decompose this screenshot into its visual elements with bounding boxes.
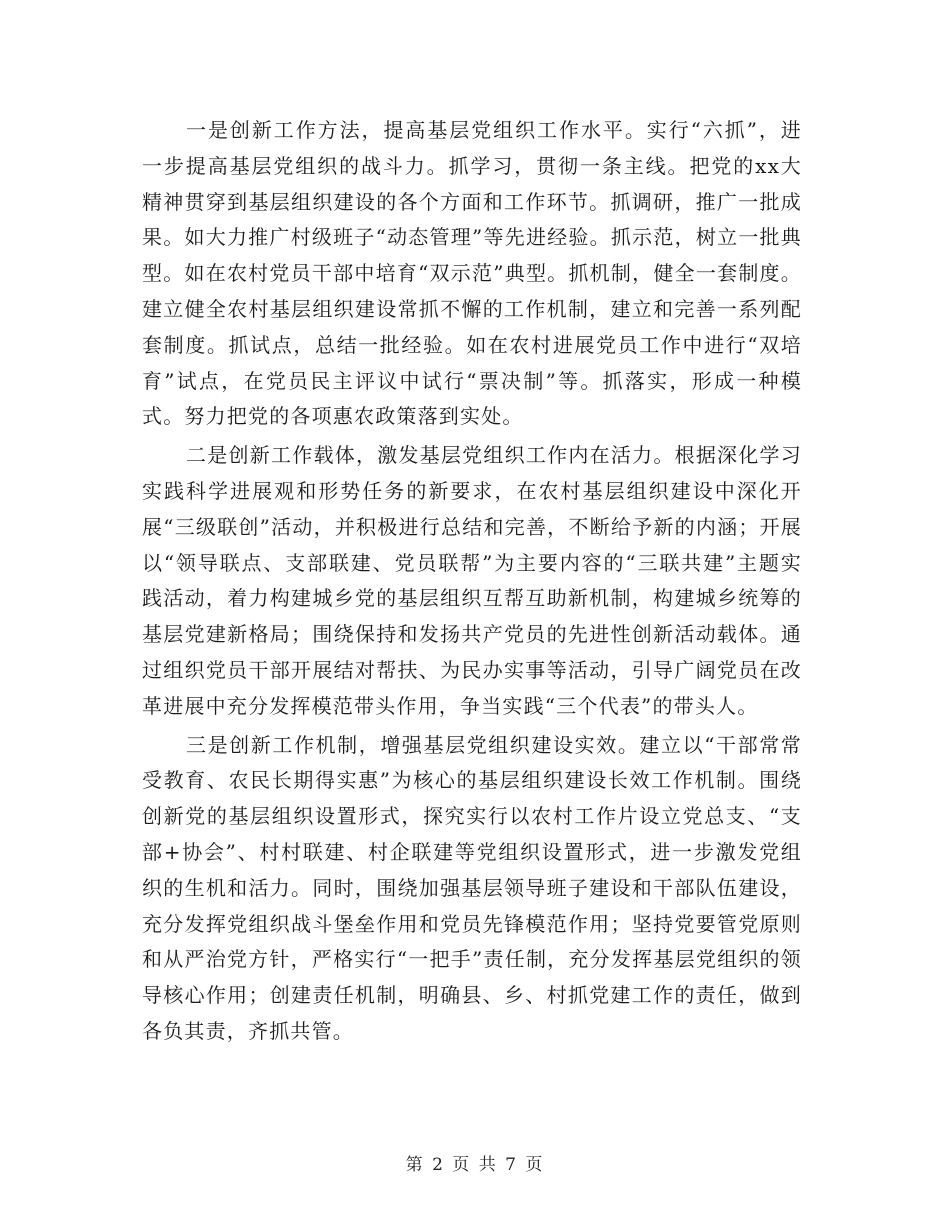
paragraph-2: 二是创新工作载体，激发基层党组织工作内在活力。根据深化学习实践科学进展观和形势任务的新要求，在农村基层组织建设中深化开展“三级联创”活动，并积极进行总结和完善，不断给予新的内涵；开展以“领导联点、支部联建、党员联帮”为主要内容的“三联共建”主题实践活动，着力构建城乡党的基层组织互帮互助新机制，构建城乡统筹的基层党建新格局；围绕保持和发扬共产党员的先进性创新活动载体。通过组织党员干部开展结对帮扶、为民办实事等活动，引导广阔党员在改革进展中充分发挥模范带头作用，争当实践“三个代表”的带头人。 xyxy=(142,443,802,718)
document-body xyxy=(142,113,802,1050)
paragraph-1: 一是创新工作方法，提高基层党组织工作水平。实行“六抓”，进一步提高基层党组织的战斗力。抓学习，贯彻一条主线。把党的xx大精神贯穿到基层组织建设的各个方面和工作环节。抓调研，推广一批成果。如大力推广村级班子“动态管理”等先进经验。抓示范，树立一批典型。如在农村党员干部中培育“双示范”典型。抓机制，健全一套制度。建立健全农村基层组织建设常抓不懈的工作机制，建立和完善一系列配套制度。抓试点，总结一批经验。如在农村进展党员工作中进行“双培育”试点，在党员民主评议中试行“票决制”等。抓落实，形成一种模式。努力把党的各项惠农政策落到实处。 xyxy=(142,118,802,429)
page-number-footer: 第 2 页 共 7 页 xyxy=(405,1155,545,1175)
paragraph-3: 三是创新工作机制，增强基层党组织建设实效。建立以“干部常常受教育、农民长期得实惠”为核心的基层组织建设长效工作机制。围绕创新党的基层组织设置形式，探究实行以农村工作片设立党总支、“支部+协会”、村村联建、村企联建等党组织设置形式，进一步激发党组织的生机和活力。同时，围绕加强基层领导班子建设和干部队伍建设，充分发挥党组织战斗堡垒作用和党员先锋模范作用；坚持党要管党原则和从严治党方针，严格实行“一把手”责任制，充分发挥基层党组织的领导核心作用；创建责任机制，明确县、乡、村抓党建工作的责任，做到各负其责，齐抓共管。 xyxy=(142,732,802,1043)
